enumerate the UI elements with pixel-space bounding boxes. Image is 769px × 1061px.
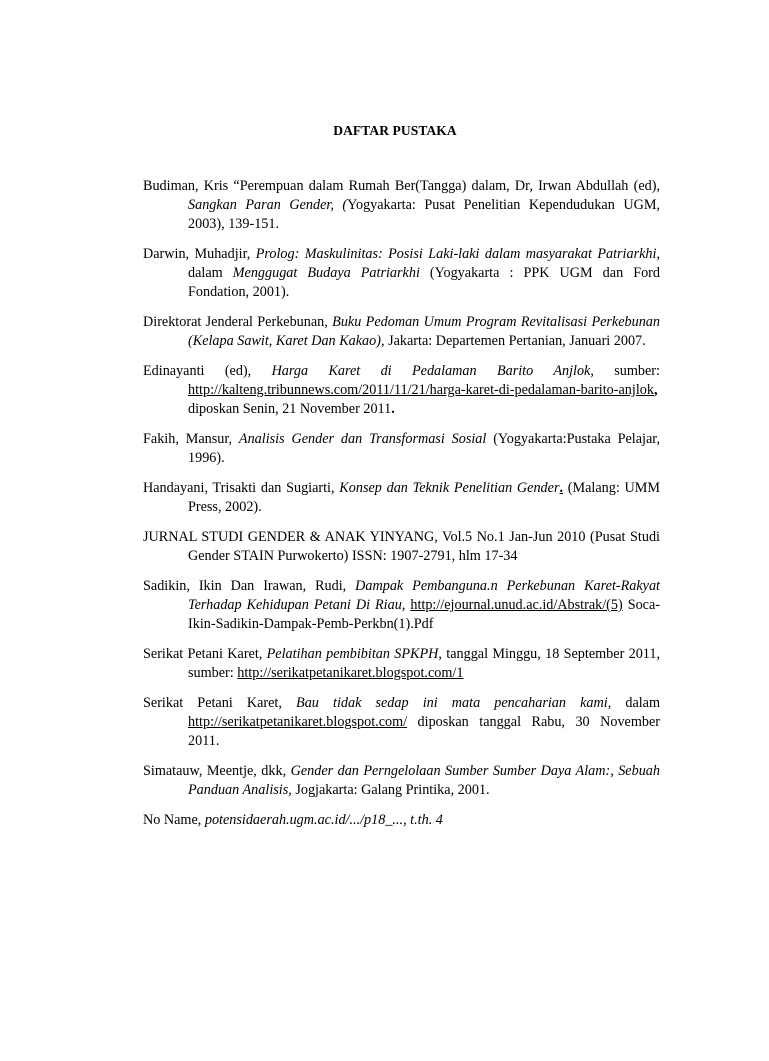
reference-item: Serikat Petani Karet, Pelatihan pembibitan SPKPH, tanggal Minggu, 18 September 2011, sumber: http://serikatpetanikaret.blogspot.com/1 — [143, 646, 660, 681]
reference-link[interactable]: http://kalteng.tribunnews.com/2011/11/21/harga-karet-di-pedalaman-barito-anjlok — [188, 382, 654, 398]
reference-item: Serikat Petani Karet, Bau tidak sedap ini mata pencaharian kami, dalam http://serikatpetanikaret.blogspot.com/ diposkan tanggal Rabu, 30 November 2011. — [143, 695, 661, 749]
reference-list — [143, 177, 660, 841]
reference-link[interactable]: http://serikatpetanikaret.blogspot.com/ — [188, 714, 408, 730]
reference-item: No Name, potensidaerah.ugm.ac.id/.../p18_..., t.th. 4 — [143, 812, 443, 828]
reference-item: Edinayanti (ed), Harga Karet di Pedalaman Barito Anjlok, sumber: http://kalteng.tribunnews.com/2011/11/21/harga-karet-di-pedalaman-barito-anjlok, diposkan Senin, 21 November 2011. — [143, 363, 660, 417]
reference-item: Budiman, Kris “Perempuan dalam Rumah Ber(Tangga) dalam, Dr, Irwan Abdullah (ed), Sangkan Paran Gender, (Yogyakarta: Pusat Penelitian Kependudukan UGM, 2003), 139-151. — [143, 178, 660, 232]
reference-item: Fakih, Mansur, Analisis Gender dan Transformasi Sosial (Yogyakarta:Pustaka Pelajar, 1996). — [143, 431, 660, 466]
reference-item: Simatauw, Meentje, dkk, Gender dan Perngelolaan Sumber Sumber Daya Alam:, Sebuah Panduan Analisis, Jogjakarta: Galang Printika, 2001. — [143, 763, 660, 798]
reference-item: Sadikin, Ikin Dan Irawan, Rudi, Dampak Pembanguna.n Perkebunan Karet-Rakyat Terhadap Kehidupan Petani Di Riau, http://ejournal.unud.ac.id/Abstrak/(5) Soca-Ikin-Sadikin-Dampak-Pemb-Perkbn(1).Pdf — [143, 578, 660, 632]
reference-link[interactable]: http://ejournal.unud.ac.id/Abstrak/(5) — [410, 597, 623, 613]
reference-link[interactable]: http://serikatpetanikaret.blogspot.com/1 — [237, 665, 464, 681]
reference-item: Direktorat Jenderal Perkebunan, Buku Pedoman Umum Program Revitalisasi Perkebunan (Kelapa Sawit, Karet Dan Kakao), Jakarta: Departemen Pertanian, Januari 2007. — [143, 314, 660, 349]
reference-item: Handayani, Trisakti dan Sugiarti, Konsep dan Teknik Penelitian Gender. (Malang: UMM Press, 2002). — [143, 480, 660, 515]
reference-item: JURNAL STUDI GENDER & ANAK YINYANG, Vol.5 No.1 Jan-Jun 2010 (Pusat Studi Gender STAIN Purwokerto) ISSN: 1907-2791, hlm 17-34 — [143, 529, 660, 564]
page-title: DAFTAR PUSTAKA — [333, 123, 457, 138]
reference-item: Darwin, Muhadjir, Prolog: Maskulinitas: Posisi Laki-laki dalam masyarakat Patriarkhi, dalam Menggugat Budaya Patriarkhi (Yogyakarta : PPK UGM dan Ford Fondation, 2001). — [143, 246, 661, 300]
